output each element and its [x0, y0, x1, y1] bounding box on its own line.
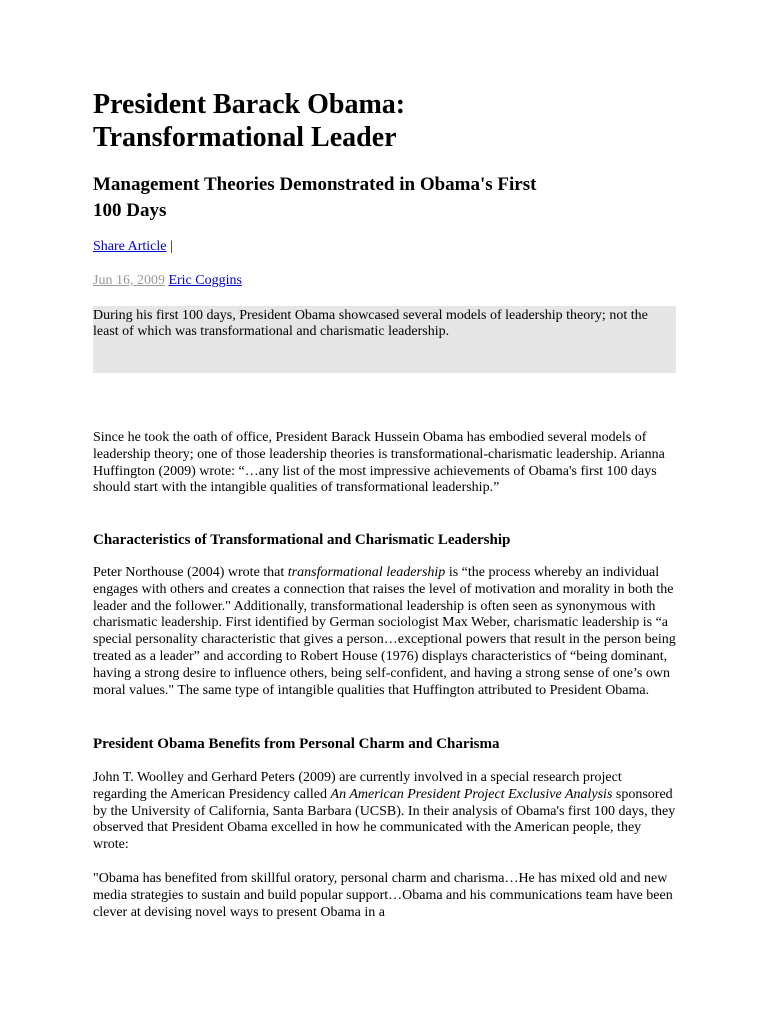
- publish-date-link[interactable]: Jun 16, 2009: [93, 273, 165, 288]
- section1-emphasis: transformational leadership: [287, 565, 446, 580]
- section2-text-start: John T. Woolley and Gerhard Peters (2009) are currently involved in a special research project regarding the American Presidency called: [93, 770, 622, 802]
- article-subtitle-line-2: 100 Days: [93, 200, 167, 221]
- section-heading-characteristics: Characteristics of Transformational and Charismatic Leadership: [93, 532, 511, 548]
- article-title-line-1: President Barack Obama:: [93, 89, 406, 120]
- share-article-link[interactable]: Share Article: [93, 239, 167, 254]
- article-title: [93, 88, 678, 154]
- intro-paragraph: Since he took the oath of office, President Barack Hussein Obama has embodied several models of leadership theory; one of those leadership theories is transformational-charismatic leadership. Arianna Huffington (2009) wrote: “…any list of the most impressive achievements of Obama's first 100 days should start with the intangible qualities of transformational leadership.”: [93, 430, 665, 496]
- section1-text-end: is “the process whereby an individual engages with others and creates a connection that raises the level of motivation and morality in both the leader and the follower." Additionally, transformational leadership is often seen as synonymous with charismatic leadership. First identified by German sociologist Max Weber, charismatic leadership is “a special personality characteristic that gives a person…exceptional powers that result in the person being treated as a leader” and according to Robert House (1976) displays characteristics of “being dominant, having a strong desire to influence others, being self-confident, and having a strong sense of one’s own moral values." The same type of intangible qualities that Huffington attributed to President Obama.: [93, 565, 676, 698]
- quote-paragraph: "Obama has benefited from skillful oratory, personal charm and charisma…He has mixed old and new media strategies to sustain and build popular support…Obama and his communications team have been clever at devising novel ways to present Obama in a: [93, 871, 673, 920]
- section1-text-start: Peter Northouse (2004) wrote that: [93, 565, 288, 580]
- section-heading-charm: President Obama Benefits from Personal Charm and Charisma: [93, 736, 500, 752]
- share-bar: [93, 239, 173, 255]
- author-link[interactable]: Eric Coggins: [168, 273, 242, 288]
- section2-text-end: sponsored by the University of California, Santa Barbara (UCSB). In their analysis of Obama's first 100 days, they observed that President Obama excelled in how he communicated with the American people, they wrote:: [93, 786, 676, 853]
- article-summary: During his first 100 days, President Obama showcased several models of leadership theory; not the least of which was transformational and charismatic leadership.: [93, 306, 676, 373]
- section2-emphasis: An American President Project Exclusive Analysis: [330, 786, 613, 802]
- article-subtitle-line-1: Management Theories Demonstrated in Obama's First: [93, 174, 537, 195]
- article-title-line-2: Transformational Leader: [93, 122, 397, 153]
- article-meta: [93, 273, 242, 289]
- section2-paragraph: [93, 770, 678, 854]
- section1-paragraph: [93, 565, 678, 699]
- article-subtitle: [93, 172, 678, 224]
- share-separator: |: [166, 239, 173, 254]
